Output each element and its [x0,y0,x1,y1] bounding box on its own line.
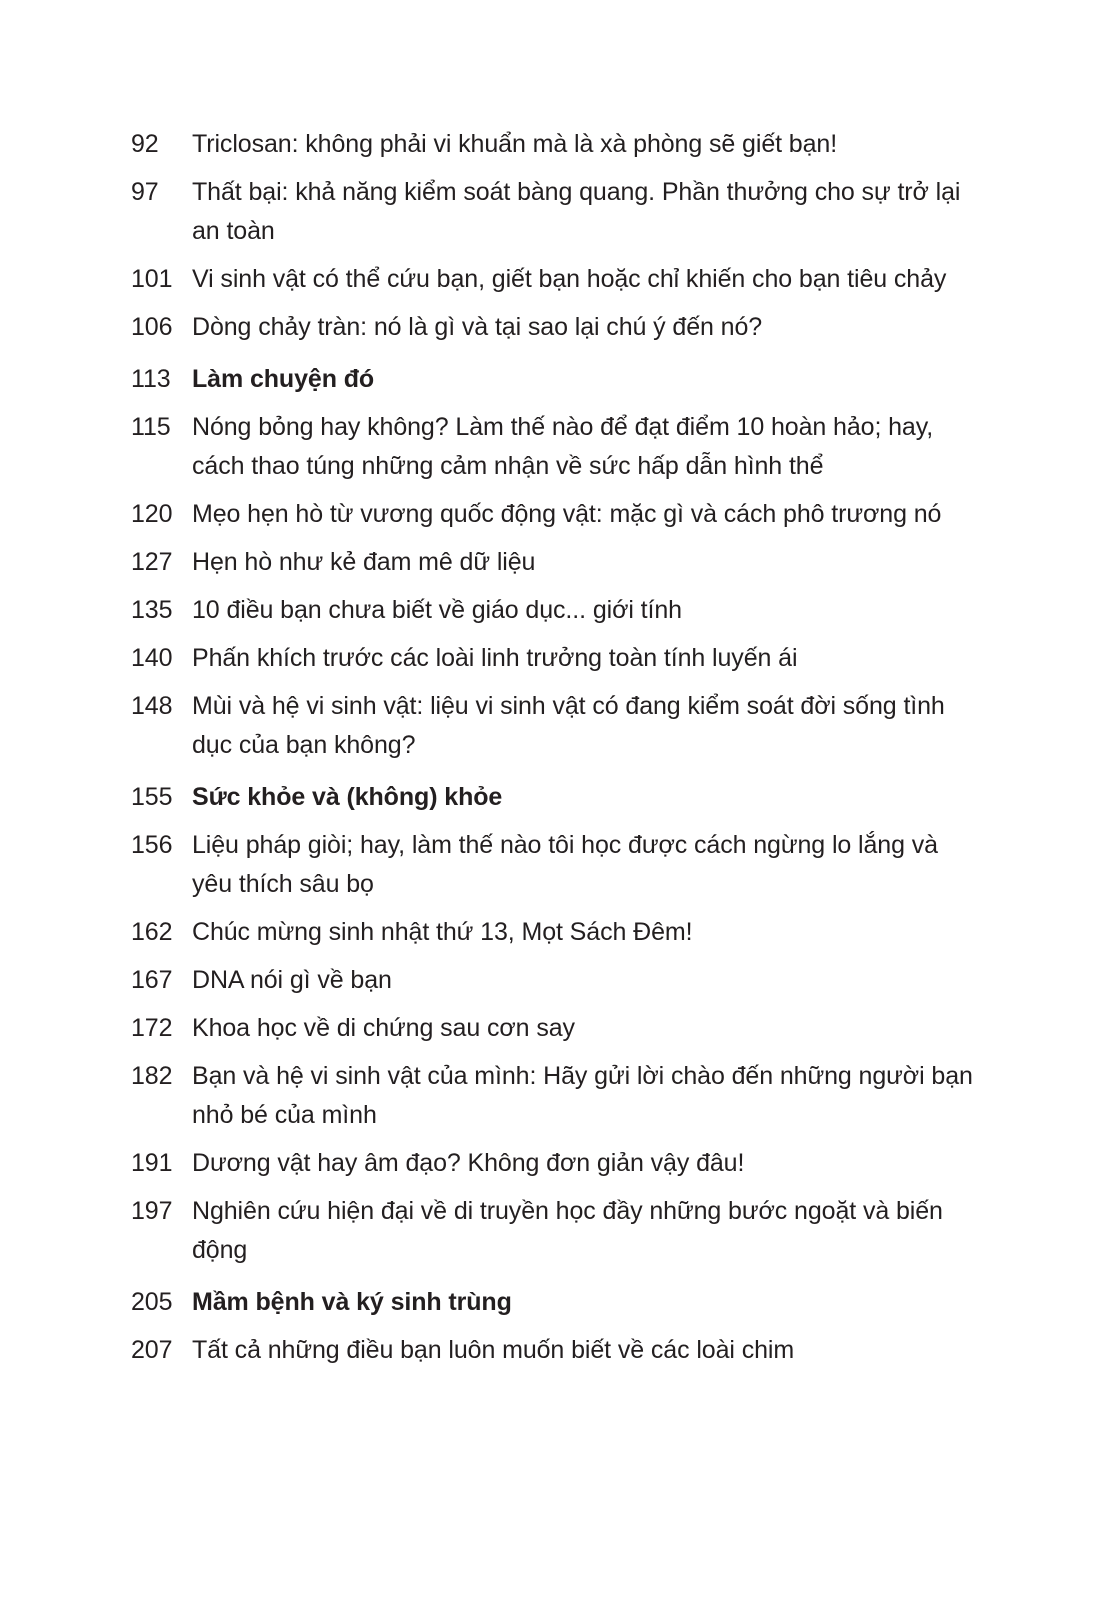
toc-entry-title: Mầm bệnh và ký sinh trùng [192,1288,512,1316]
toc-page-number: 140 [131,644,173,673]
toc-entry [131,826,981,903]
toc-page-number: 205 [131,1288,173,1316]
toc-entry-title: Vi sinh vật có thể cứu bạn, giết bạn hoặc chỉ khiến cho bạn tiêu chảy [192,264,947,293]
toc-page-number: 197 [131,1197,173,1225]
toc-entry-title: Sức khỏe và (không) khỏe [192,783,503,812]
toc-page-number: 97 [131,178,159,207]
toc-page-number: 207 [131,1336,173,1365]
toc-page-number: 172 [131,1014,173,1043]
toc-entry-title: Triclosan: không phải vi khuẩn mà là xà phòng sẽ giết bạn! [192,130,838,158]
toc-entry-title: Liệu pháp giòi; hay, làm thế nào tôi học được cách ngừng lo lắng và yêu thích sâu bọ [192,831,938,898]
toc-entry [131,961,981,1000]
toc-page-number: 182 [131,1062,173,1091]
toc-page-number: 120 [131,499,173,528]
toc-entry [131,495,981,534]
toc-entry [131,687,981,764]
toc-entry [131,125,981,164]
toc-page-number: 148 [131,692,173,721]
toc-page-number: 113 [131,365,171,394]
toc-entry [131,308,981,347]
toc-entry [131,1057,981,1134]
toc-entry [131,408,981,485]
toc-entry-title: Phấn khích trước các loài linh trưởng toàn tính luyến ái [192,644,798,673]
toc-page-number: 115 [131,413,171,442]
toc-page-number: 156 [131,831,173,860]
toc-entry-title: Chúc mừng sinh nhật thứ 13, Mọt Sách Đêm! [192,918,693,947]
toc-entry-title: DNA nói gì về bạn [192,966,392,995]
toc-entry-title: Mẹo hẹn hò từ vương quốc động vật: mặc gì và cách phô trương nó [192,499,942,528]
toc-entry [131,1192,981,1269]
toc-entry-title: Khoa học về di chứng sau cơn say [192,1014,575,1043]
toc-entry-title: Nóng bỏng hay không? Làm thế nào để đạt điểm 10 hoàn hảo; hay, cách thao túng những cảm nhận về sức hấp dẫn hình thể [192,413,934,480]
toc-entry [131,1144,981,1183]
toc-page-number: 101 [131,264,173,293]
table-of-contents [131,125,981,1379]
toc-page-number: 106 [131,312,173,341]
toc-entry-title: Nghiên cứu hiện đại về di truyền học đầy những bước ngoặt và biến động [192,1197,943,1264]
toc-entry [131,543,981,582]
toc-page-number: 167 [131,966,173,995]
toc-entry [131,591,981,630]
toc-entry-title: 10 điều bạn chưa biết về giáo dục... giới tính [192,596,682,625]
toc-entry-title: Dòng chảy tràn: nó là gì và tại sao lại chú ý đến nó? [192,312,763,341]
toc-page-number: 162 [131,918,173,947]
toc-page-number: 135 [131,596,173,625]
toc-page-number: 127 [131,548,173,577]
toc-section-heading [131,360,981,399]
toc-section-heading [131,778,981,817]
toc-entry [131,913,981,952]
toc-entry [131,1331,981,1370]
toc-entry [131,1009,981,1048]
toc-entry-title: Dương vật hay âm đạo? Không đơn giản vậy đâu! [192,1148,745,1177]
toc-entry-title: Thất bại: khả năng kiểm soát bàng quang. Phần thưởng cho sự trở lại an toàn [192,178,961,245]
toc-entry-title: Tất cả những điều bạn luôn muốn biết về các loài chim [192,1336,795,1365]
toc-entry [131,260,981,299]
toc-entry-title: Hẹn hò như kẻ đam mê dữ liệu [192,548,536,577]
toc-page-number: 92 [131,130,159,158]
toc-section-heading [131,1283,981,1322]
toc-page-number: 191 [131,1148,173,1177]
toc-entry [131,173,981,250]
toc-entry-title: Bạn và hệ vi sinh vật của mình: Hãy gửi lời chào đến những người bạn nhỏ bé của mình [192,1062,973,1129]
toc-entry-title: Mùi và hệ vi sinh vật: liệu vi sinh vật có đang kiểm soát đời sống tình dục của bạn không? [192,692,945,759]
toc-entry-title: Làm chuyện đó [192,365,375,394]
toc-page-number: 155 [131,783,173,812]
toc-entry [131,639,981,678]
